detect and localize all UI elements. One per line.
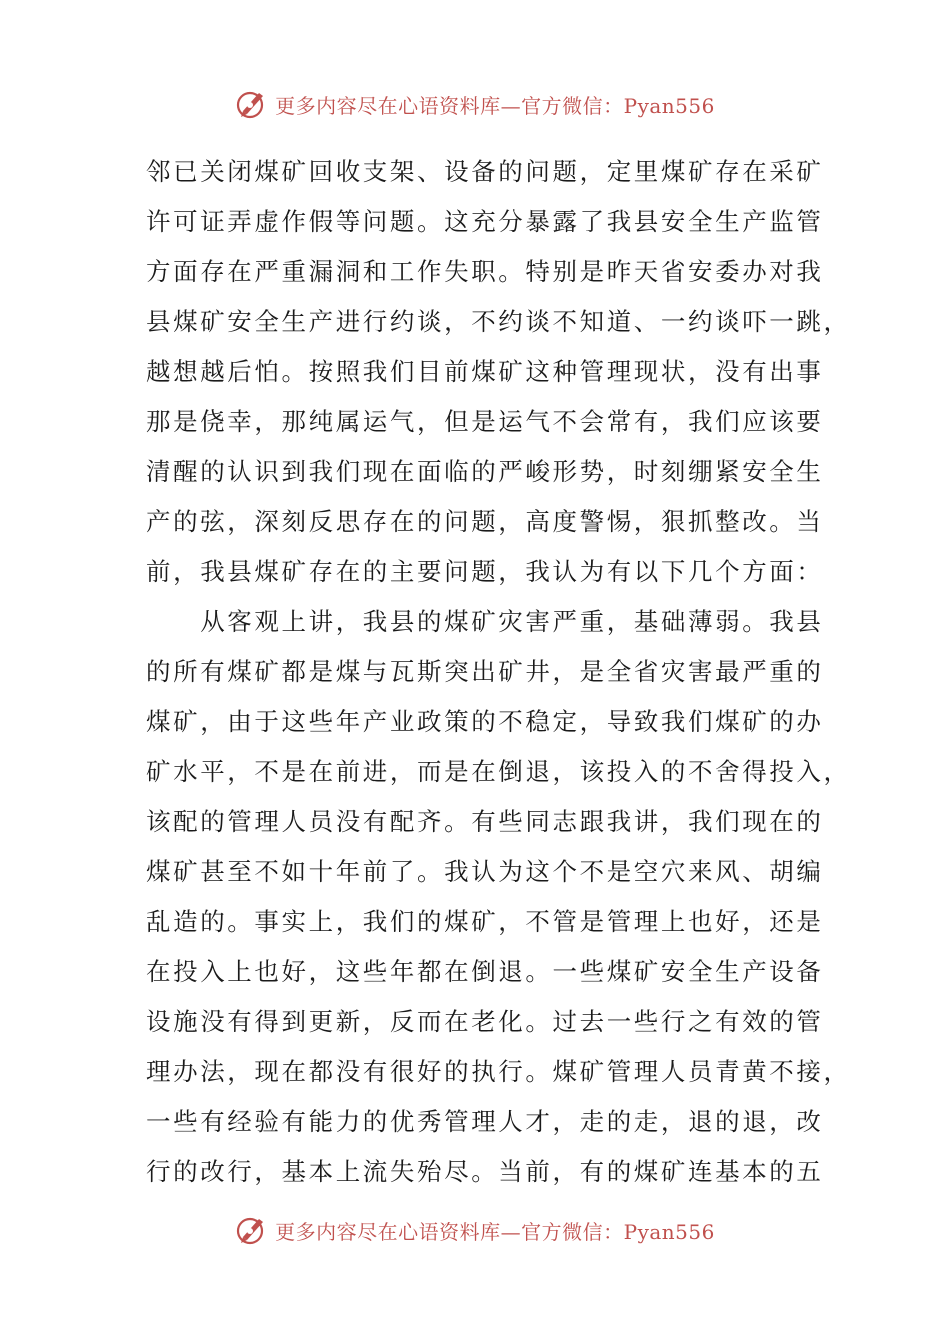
text-line: 设施没有得到更新，反而在老化。过去一些行之有效的管: [146, 1007, 824, 1036]
pen-circle-logo-icon: [235, 1213, 269, 1247]
text-line: 煤矿甚至不如十年前了。我认为这个不是空穴来风、胡编: [146, 857, 824, 886]
text-line: 清醒的认识到我们现在面临的严峻形势，时刻绷紧安全生: [146, 457, 824, 486]
footer-banner: [0, 1210, 950, 1250]
text-line: 邻已关闭煤矿回收支架、设备的问题，定里煤矿存在采矿: [146, 157, 824, 186]
text-line: 一些有经验有能力的优秀管理人才，走的走，退的退，改: [146, 1107, 824, 1136]
footer-banner-text: 更多内容尽在心语资料库—官方微信：Pyan556: [275, 1219, 715, 1244]
pen-circle-logo-icon: [235, 87, 269, 121]
text-line: 许可证弄虚作假等问题。这充分暴露了我县安全生产监管: [146, 207, 824, 236]
text-line: 前，我县煤矿存在的主要问题，我认为有以下几个方面：: [146, 557, 824, 586]
header-banner: [0, 84, 950, 124]
text-line: 行的改行，基本上流失殆尽。当前，有的煤矿连基本的五: [146, 1157, 824, 1186]
text-line: 该配的管理人员没有配齐。有些同志跟我讲，我们现在的: [146, 807, 824, 836]
text-line: 越想越后怕。按照我们目前煤矿这种管理现状，没有出事: [146, 357, 824, 386]
text-line: 的所有煤矿都是煤与瓦斯突出矿井，是全省灾害最严重的: [146, 657, 824, 686]
header-banner-text: 更多内容尽在心语资料库—官方微信：Pyan556: [275, 93, 715, 118]
text-line: 从客观上讲，我县的煤矿灾害严重，基础薄弱。我县: [146, 607, 824, 636]
text-line: 那是侥幸，那纯属运气，但是运气不会常有，我们应该要: [146, 407, 824, 436]
text-line: 煤矿，由于这些年产业政策的不稳定，导致我们煤矿的办: [146, 707, 824, 736]
text-line: 产的弦，深刻反思存在的问题，高度警惕，狠抓整改。当: [146, 507, 824, 536]
text-line: 方面存在严重漏洞和工作失职。特别是昨天省安委办对我: [146, 257, 824, 286]
text-line: 乱造的。事实上，我们的煤矿，不管是管理上也好，还是: [146, 907, 824, 936]
text-line: 在投入上也好，这些年都在倒退。一些煤矿安全生产设备: [146, 957, 824, 986]
text-line: 矿水平，不是在前进，而是在倒退，该投入的不舍得投入，: [146, 757, 851, 786]
text-line: 理办法，现在都没有很好的执行。煤矿管理人员青黄不接，: [146, 1057, 851, 1086]
document-body: [146, 147, 851, 1197]
text-line: 县煤矿安全生产进行约谈，不约谈不知道、一约谈吓一跳，: [146, 307, 851, 336]
